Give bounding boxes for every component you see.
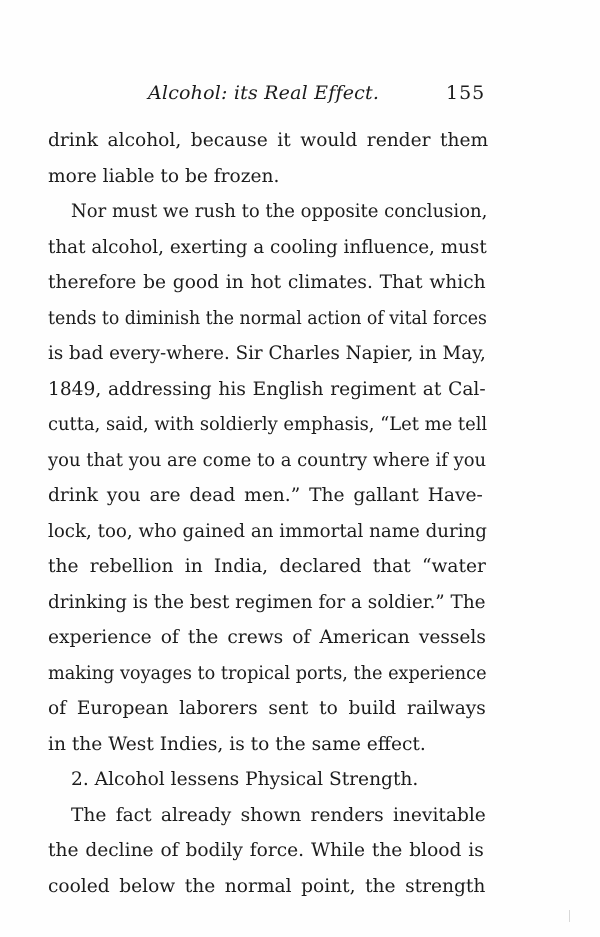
text-line: drink you are dead men.” The gallant Have- — [48, 485, 483, 506]
text-line: is bad every-where. Sir Charles Napier, in May, — [48, 343, 486, 364]
section-heading: 2. Alcohol lessens Physical Strength. — [71, 769, 419, 790]
text-line: cooled below the normal point, the strength — [48, 875, 486, 897]
text-line: therefore be good in hot climates. That which — [48, 272, 486, 293]
text-line: drinking is the best regimen for a soldier.” The — [48, 591, 486, 613]
running-title: Alcohol: its Real Effect. — [148, 82, 380, 104]
text-line: tends to diminish the normal action of vital forces — [48, 307, 487, 329]
text-line: experience of the crews of American vessels — [48, 627, 486, 648]
text-line: in the West Indies, is to the same effect. — [48, 733, 426, 755]
running-head — [0, 82, 600, 112]
text-line: of European laborers sent to build railways — [48, 698, 486, 719]
page-number: 155 — [446, 82, 486, 104]
text-line: 1849, addressing his English regiment at Cal- — [48, 378, 486, 400]
text-line: making voyages to tropical ports, the experience — [48, 662, 487, 684]
text-line: the rebellion in India, declared that “water — [48, 556, 486, 577]
text-line: lock, too, who gained an immortal name during — [48, 520, 487, 542]
text-line: cutta, said, with soldierly emphasis, “Let me tell — [48, 414, 488, 435]
text-line: more liable to be frozen. — [48, 165, 280, 187]
text-line: the decline of bodily force. While the blood is — [48, 840, 484, 861]
text-line: Nor must we rush to the opposite conclusion, — [71, 201, 488, 222]
page-edge-mark — [569, 910, 570, 922]
text-line: The fact already shown renders inevitable — [71, 804, 486, 826]
text-line: that alcohol, exerting a cooling influence, must — [48, 236, 487, 258]
text-line: drink alcohol, because it would render them — [48, 130, 489, 151]
text-line: you that you are come to a country where if you — [48, 449, 487, 471]
